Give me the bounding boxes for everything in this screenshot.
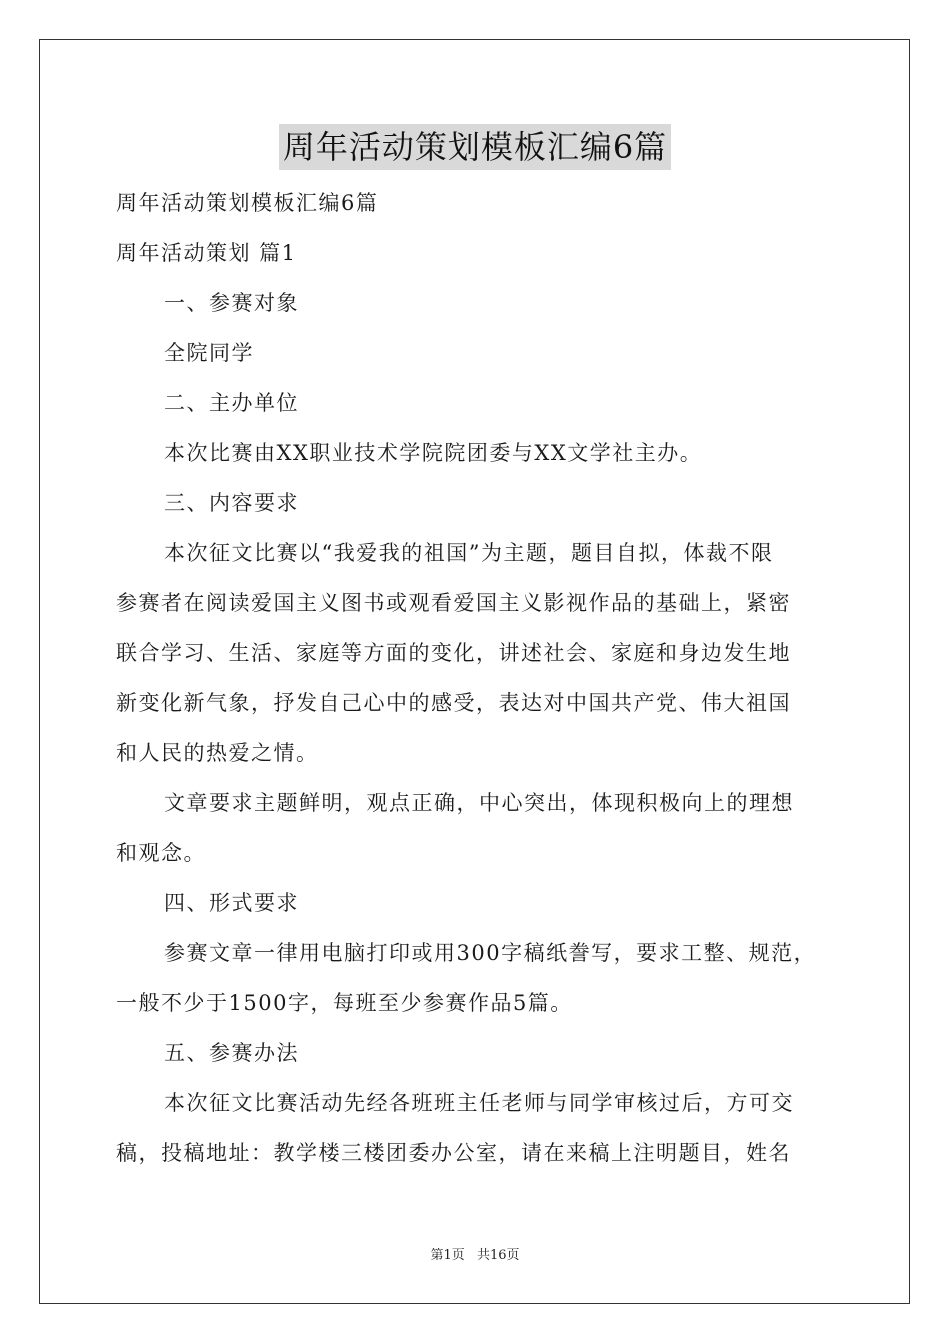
text-line: 本次征文比赛以“我爱我的祖国”为主题，题目自拟，体裁不限 [164,541,774,565]
text-line: 四、形式要求 [164,891,299,915]
text-line: 本次征文比赛活动先经各班班主任老师与同学审核过后，方可交 [164,1091,794,1115]
text-line: 三、内容要求 [164,491,299,515]
text-line: 周年活动策划模板汇编6篇 [116,191,379,215]
text-line: 一般不少于1500字，每班至少参赛作品5篇。 [116,991,573,1015]
text-line: 周年活动策划 篇1 [116,241,297,265]
text-line: 参赛者在阅读爱国主义图书或观看爱国主义影视作品的基础上，紧密 [116,591,791,615]
text-line: 和观念。 [116,841,206,865]
text-line: 稿，投稿地址：教学楼三楼团委办公室，请在来稿上注明题目，姓名 [116,1141,791,1165]
text-line: 二、主办单位 [164,391,299,415]
document-title: 周年活动策划模板汇编6篇 [279,124,671,170]
title-container [0,124,950,170]
text-line: 新变化新气象，抒发自己心中的感受，表达对中国共产党、伟大祖国 [116,691,791,715]
text-line: 本次比赛由XX职业技术学院院团委与XX文学社主办。 [164,441,703,465]
text-line: 文章要求主题鲜明，观点正确，中心突出，体现积极向上的理想 [164,791,794,815]
text-line: 联合学习、生活、家庭等方面的变化，讲述社会、家庭和身边发生地 [116,641,791,665]
text-line: 五、参赛办法 [164,1041,299,1065]
page-number: 第1页 [430,1248,465,1263]
text-line: 全院同学 [164,341,254,365]
text-line: 和人民的热爱之情。 [116,741,319,765]
document-body [116,178,840,1178]
text-line: 参赛文章一律用电脑打印或用300字稿纸誊写，要求工整、规范， [164,941,817,965]
text-line: 一、参赛对象 [164,291,299,315]
page-total: 共16页 [476,1248,520,1263]
page-footer [0,1244,950,1263]
